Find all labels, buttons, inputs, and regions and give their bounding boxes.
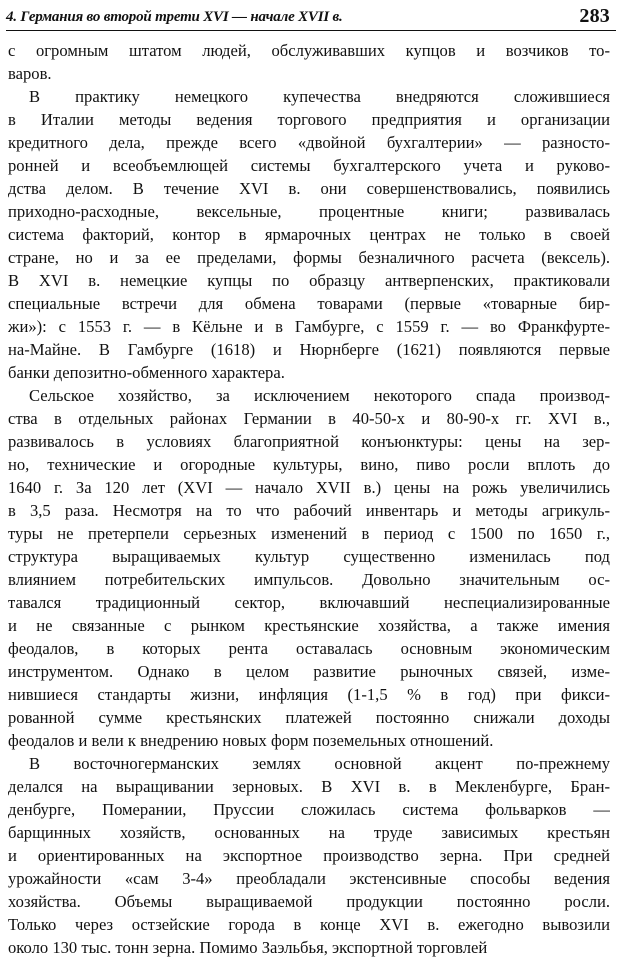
paragraph (8, 85, 610, 384)
paragraph (8, 752, 610, 959)
text-line: в Италии методы ведения торгового предприятия и организации (8, 110, 610, 129)
text-line: влиянием потребительских импульсов. Довольно значительным ос- (8, 570, 610, 589)
body-text (8, 39, 610, 959)
text-line: система факторий, контор в ярмарочных центрах не только в своей (8, 225, 610, 244)
text-line: делался на выращивании зерновых. В XVI в. в Мекленбурге, Бран- (8, 777, 610, 796)
text-line: но, технические и огородные культуры, вино, пиво росли вплоть до (8, 455, 610, 474)
text-line: урожайности «сам 3-4» преобладали экстенсивные способы ведения (8, 869, 610, 888)
chapter-title: 4. Германия во второй трети XVI — начале XVII в. (6, 9, 343, 25)
text-line: тавался традиционный сектор, включавший неспециализированные (8, 593, 610, 612)
text-line: развивалось в условиях благоприятной конъюнктуры: цены на зер- (8, 432, 610, 451)
text-line: жи»): с 1553 г. — в Кёльне и в Гамбурге, с 1559 г. — во Франкфурте- (8, 317, 610, 336)
text-line: феодалов и вели к внедрению новых форм поземельных отношений. (8, 731, 494, 750)
paragraph (8, 39, 610, 85)
text-line: структура выращиваемых культур существенно изменилась под (8, 547, 610, 566)
text-line: туры не претерпели серьезных изменений в период с 1500 по 1650 г., (8, 524, 610, 543)
text-line: и не связанные с рынком крестьянские хозяйства, а также имения (8, 616, 610, 635)
paragraph (8, 384, 610, 752)
running-header (6, 3, 616, 31)
text-line: банки депозитно-обменного характера. (8, 363, 285, 382)
text-line: Сельское хозяйство, за исключением некоторого спада производ- (29, 386, 610, 405)
text-line: варов. (8, 64, 52, 83)
text-line: инструментом. Однако в целом развитие рыночных связей, изме- (8, 662, 610, 681)
text-line: В практику немецкого купечества внедряются сложившиеся (29, 87, 610, 106)
text-line: нившиеся стандарты жизни, инфляция (1-1,5 % в год) при фикси- (8, 685, 610, 704)
text-line: В XVI в. немецкие купцы по образцу антверпенских, практиковали (8, 271, 610, 290)
text-line: барщинных хозяйств, основанных на труде зависимых крестьян (8, 823, 610, 842)
text-line: денбурге, Померании, Пруссии сложилась система фольварков — (8, 800, 610, 819)
text-line: приходно-расходные, вексельные, процентные книги; развивалась (8, 202, 610, 221)
text-line: в 3,5 раза. Несмотря на то что рабочий инвентарь и методы агрикуль- (8, 501, 610, 520)
text-line: рованной сумме крестьянских платежей постоянно снижали доходы (8, 708, 610, 727)
text-line: ронней и всеобъемлющей системы бухгалтерского учета и руково- (8, 156, 610, 175)
text-line: ства в отдельных районах Германии в 40-50-х и 80-90-х гг. XVI в., (8, 409, 610, 428)
text-line: и ориентированных на экспортное производство зерна. При средней (8, 846, 610, 865)
text-line: хозяйства. Объемы выращиваемой продукции постоянно росли. (8, 892, 610, 911)
text-line: дства делом. В течение XVI в. они совершенствовались, появились (8, 179, 610, 198)
text-line: специальные встречи для обмена товарами (первые «товарные бир- (8, 294, 610, 313)
text-line: В восточногерманских землях основной акцент по-прежнему (29, 754, 610, 773)
text-line: на-Майне. В Гамбурге (1618) и Нюрнберге (1621) появляются первые (8, 340, 610, 359)
text-line: стране, но и за ее пределами, формы безналичного расчета (вексель). (8, 248, 610, 267)
text-line: Только через остзейские города в конце XVI в. ежегодно вывозили (8, 915, 610, 934)
text-line: с огромным штатом людей, обслуживавших купцов и возчиков то- (8, 41, 610, 60)
page-number: 283 (579, 5, 610, 27)
text-line: около 130 тыс. тонн зерна. Помимо Заэльбья, экспортной торговлей (8, 938, 488, 957)
text-line: феодалов, в которых рента оставалась основным экономическим (8, 639, 610, 658)
text-line: 1640 г. За 120 лет (XVI — начало XVII в.) цены на рожь увеличились (8, 478, 610, 497)
text-line: кредитного дела, прежде всего «двойной бухгалтерии» — разносто- (8, 133, 610, 152)
